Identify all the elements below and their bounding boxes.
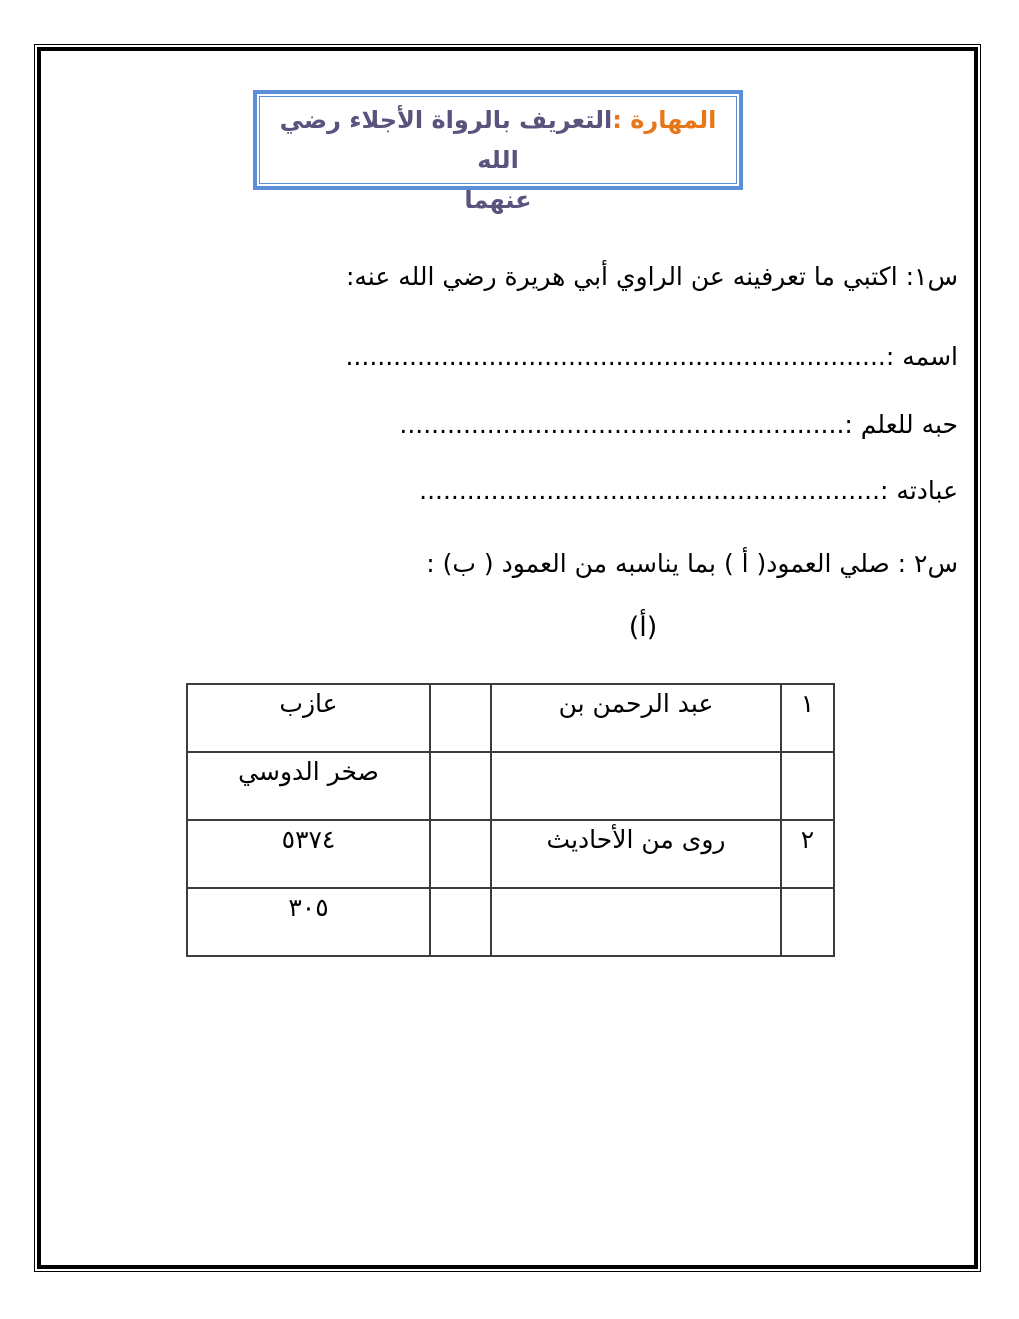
- skill-title-line2: عنهما: [464, 186, 532, 214]
- table-row: [187, 888, 834, 956]
- answer-line-name-label: اسمه :: [885, 342, 958, 371]
- question-2: س٢ : صلي العمود( أ ) بما يناسبه من العمود ( ب) :: [426, 549, 958, 578]
- answer-line-worship-dots: ..........................................................: [419, 476, 881, 505]
- question-1: س١: اكتبي ما تعرفينه عن الراوي أبي هريرة رضي الله عنه:: [345, 262, 958, 291]
- cell-number: [781, 752, 834, 820]
- column-a-heading: (أ): [628, 612, 658, 643]
- table-row: [187, 752, 834, 820]
- table-row: [187, 684, 834, 752]
- cell-answer: صخر الدوسي: [187, 752, 430, 820]
- answer-line-love-dots: ........................................................: [399, 410, 845, 439]
- answer-line-worship: [419, 472, 958, 510]
- cell-spacer: [430, 820, 491, 888]
- cell-item: روى من الأحاديث: [491, 820, 781, 888]
- skill-label: المهارة :: [612, 106, 717, 134]
- cell-answer: عازب: [187, 684, 430, 752]
- cell-number: ٢: [781, 820, 834, 888]
- skill-title-text: [259, 96, 737, 214]
- answer-line-name-dots: ....................................................................: [345, 342, 886, 371]
- cell-spacer: [430, 752, 491, 820]
- cell-number: [781, 888, 834, 956]
- answer-line-name: [345, 338, 958, 376]
- skill-title-line1: [260, 100, 736, 180]
- skill-title-box: [253, 90, 743, 214]
- match-table: [186, 683, 835, 957]
- cell-item: [491, 888, 781, 956]
- cell-answer: ٥٣٧٤: [187, 820, 430, 888]
- cell-number: ١: [781, 684, 834, 752]
- table-row: [187, 820, 834, 888]
- page-frame: [34, 44, 981, 1272]
- cell-answer: ٣٠٥: [187, 888, 430, 956]
- answer-line-love-label: حبه للعلم :: [844, 410, 958, 439]
- answer-line-worship-label: عبادته :: [880, 476, 958, 505]
- cell-spacer: [430, 888, 491, 956]
- skill-title-part1: التعريف بالرواة الأجلاء رضي الله: [279, 106, 613, 174]
- page-frame-inner: [37, 47, 978, 1269]
- answer-line-love-of-knowledge: [399, 406, 958, 444]
- cell-spacer: [430, 684, 491, 752]
- cell-item: [491, 752, 781, 820]
- cell-item: عبد الرحمن بن: [491, 684, 781, 752]
